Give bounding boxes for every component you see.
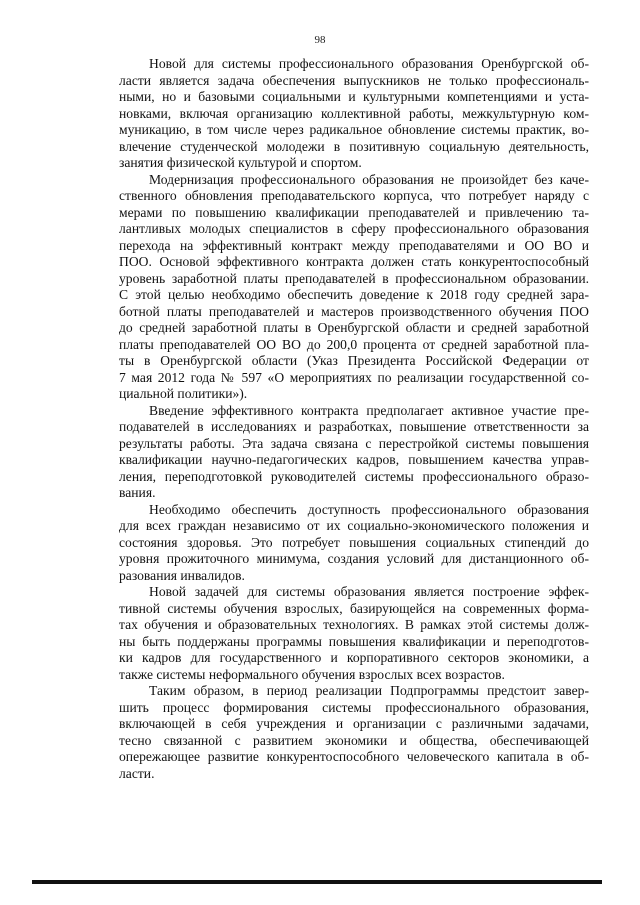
text-line: до средней заработной платы в Оренбургской области и средней заработной bbox=[119, 320, 589, 335]
paragraph bbox=[119, 584, 589, 683]
text-line: Новой для системы профессионального образования Оренбургской об- bbox=[149, 56, 589, 71]
text-line: перехода на эффективный контракт между преподавателями и ОО ВО и bbox=[119, 237, 589, 253]
text-line: влечение студенческой молодежи в позитивную социальную деятельность, bbox=[119, 138, 589, 154]
text-line: новками, включая организацию коллективной работы, межкультурную ком- bbox=[119, 105, 589, 121]
text-line: ственного обновления преподавательского корпуса, что потребует наряду с bbox=[119, 188, 589, 203]
text-line: опережающее развитие конкурентоспособного человеческого капитала в об- bbox=[119, 749, 589, 764]
text-line: ПОО. Основой эффективного контракта должен стать конкурентоспособный bbox=[119, 254, 589, 269]
text-line: занятия физической культурой и спортом. bbox=[119, 155, 362, 170]
document-body bbox=[119, 56, 589, 782]
scan-bottom-edge bbox=[32, 880, 602, 884]
text-line: Таким образом, в период реализации Подпрограммы предстоит завер- bbox=[149, 683, 589, 698]
text-line: ными, но и базовыми социальными и культурными компетенциями и уста- bbox=[119, 89, 589, 104]
text-line: квалификации научно-педагогических кадров, повышением качества управ- bbox=[119, 452, 589, 467]
text-line: Модернизация профессионального образования не произойдет без каче- bbox=[149, 171, 589, 187]
paragraph bbox=[119, 172, 589, 403]
text-line: платы преподавателей ОО ВО до 200,0 процента от средней заработной пла- bbox=[119, 336, 589, 352]
text-line: включающей в себя учреждения и организации с различными задачами, bbox=[119, 716, 589, 731]
text-line: подавателей в исследованиях и разработках, повышение ответственности за bbox=[119, 419, 589, 434]
text-line: тивной системы обучения взрослых, базирующейся на современных форма- bbox=[119, 600, 589, 616]
text-line: С этой целью необходимо обеспечить доведение к 2018 году средней зара- bbox=[119, 287, 589, 302]
text-line: также системы неформального обучения взрослых всех возрастов. bbox=[119, 666, 505, 682]
text-line: муникацию, в том числе через радикальное обновление системы практик, во- bbox=[119, 122, 589, 137]
text-line: лантливых молодых специалистов в сферу профессионального образования bbox=[119, 221, 589, 236]
text-line: уровень заработной платы преподавателей в профессиональном образовании. bbox=[119, 270, 589, 286]
text-line: ласти. bbox=[119, 765, 155, 781]
text-line: тах обучения и образовательных технологиях. В рамках этой системы долж- bbox=[119, 617, 589, 632]
paragraph bbox=[119, 683, 589, 782]
text-line: ления, переподготовкой руководителей системы профессионального образо- bbox=[119, 468, 589, 484]
text-line: ты в Оренбургской области (Указ Президента Российской Федерации от bbox=[119, 353, 589, 368]
text-line: мерами по повышению квалификации преподавателей и привлечению та- bbox=[119, 204, 589, 220]
text-line: Введение эффективного контракта предполагает активное участие пре- bbox=[149, 402, 589, 418]
text-line: ны быть поддержаны программы повышения квалификации и переподготов- bbox=[119, 633, 589, 649]
text-line: циальной политики»). bbox=[119, 386, 248, 401]
text-line: Необходимо обеспечить доступность профессионального образования bbox=[149, 501, 589, 517]
text-line: для всех граждан независимо от их социально-экономического положения и bbox=[119, 518, 589, 533]
text-line: шить процесс формирования системы профессионального образования, bbox=[119, 699, 589, 715]
text-line: Новой задачей для системы образования является построение эффек- bbox=[149, 584, 589, 599]
text-line: ботной платы преподавателей и мастеров производственного обучения ПОО bbox=[119, 303, 589, 319]
paragraph bbox=[119, 502, 589, 585]
text-line: тесно связанной с развитием экономики и общества, обеспечивающей bbox=[119, 732, 589, 748]
text-line: ки кадров для государственного и корпоративного секторов экономики, а bbox=[119, 650, 589, 665]
text-line: уровня прожиточного минимума, создания условий для дистанционного об- bbox=[119, 551, 589, 566]
paragraph bbox=[119, 403, 589, 502]
text-line: ласти является задача обеспечения выпускников не только профессиональ- bbox=[119, 72, 589, 88]
paragraph bbox=[119, 56, 589, 172]
text-line: состояния здоровья. Это потребует повышения социальных стипендий до bbox=[119, 534, 589, 550]
text-line: результаты работы. Эта задача связана с перестройкой системы повышения bbox=[119, 435, 589, 451]
text-line: вания. bbox=[119, 485, 156, 500]
text-line: разования инвалидов. bbox=[119, 567, 245, 583]
text-line: 7 мая 2012 года № 597 «О мероприятиях по реализации государственной со- bbox=[119, 369, 589, 385]
page-number: 98 bbox=[314, 34, 326, 46]
